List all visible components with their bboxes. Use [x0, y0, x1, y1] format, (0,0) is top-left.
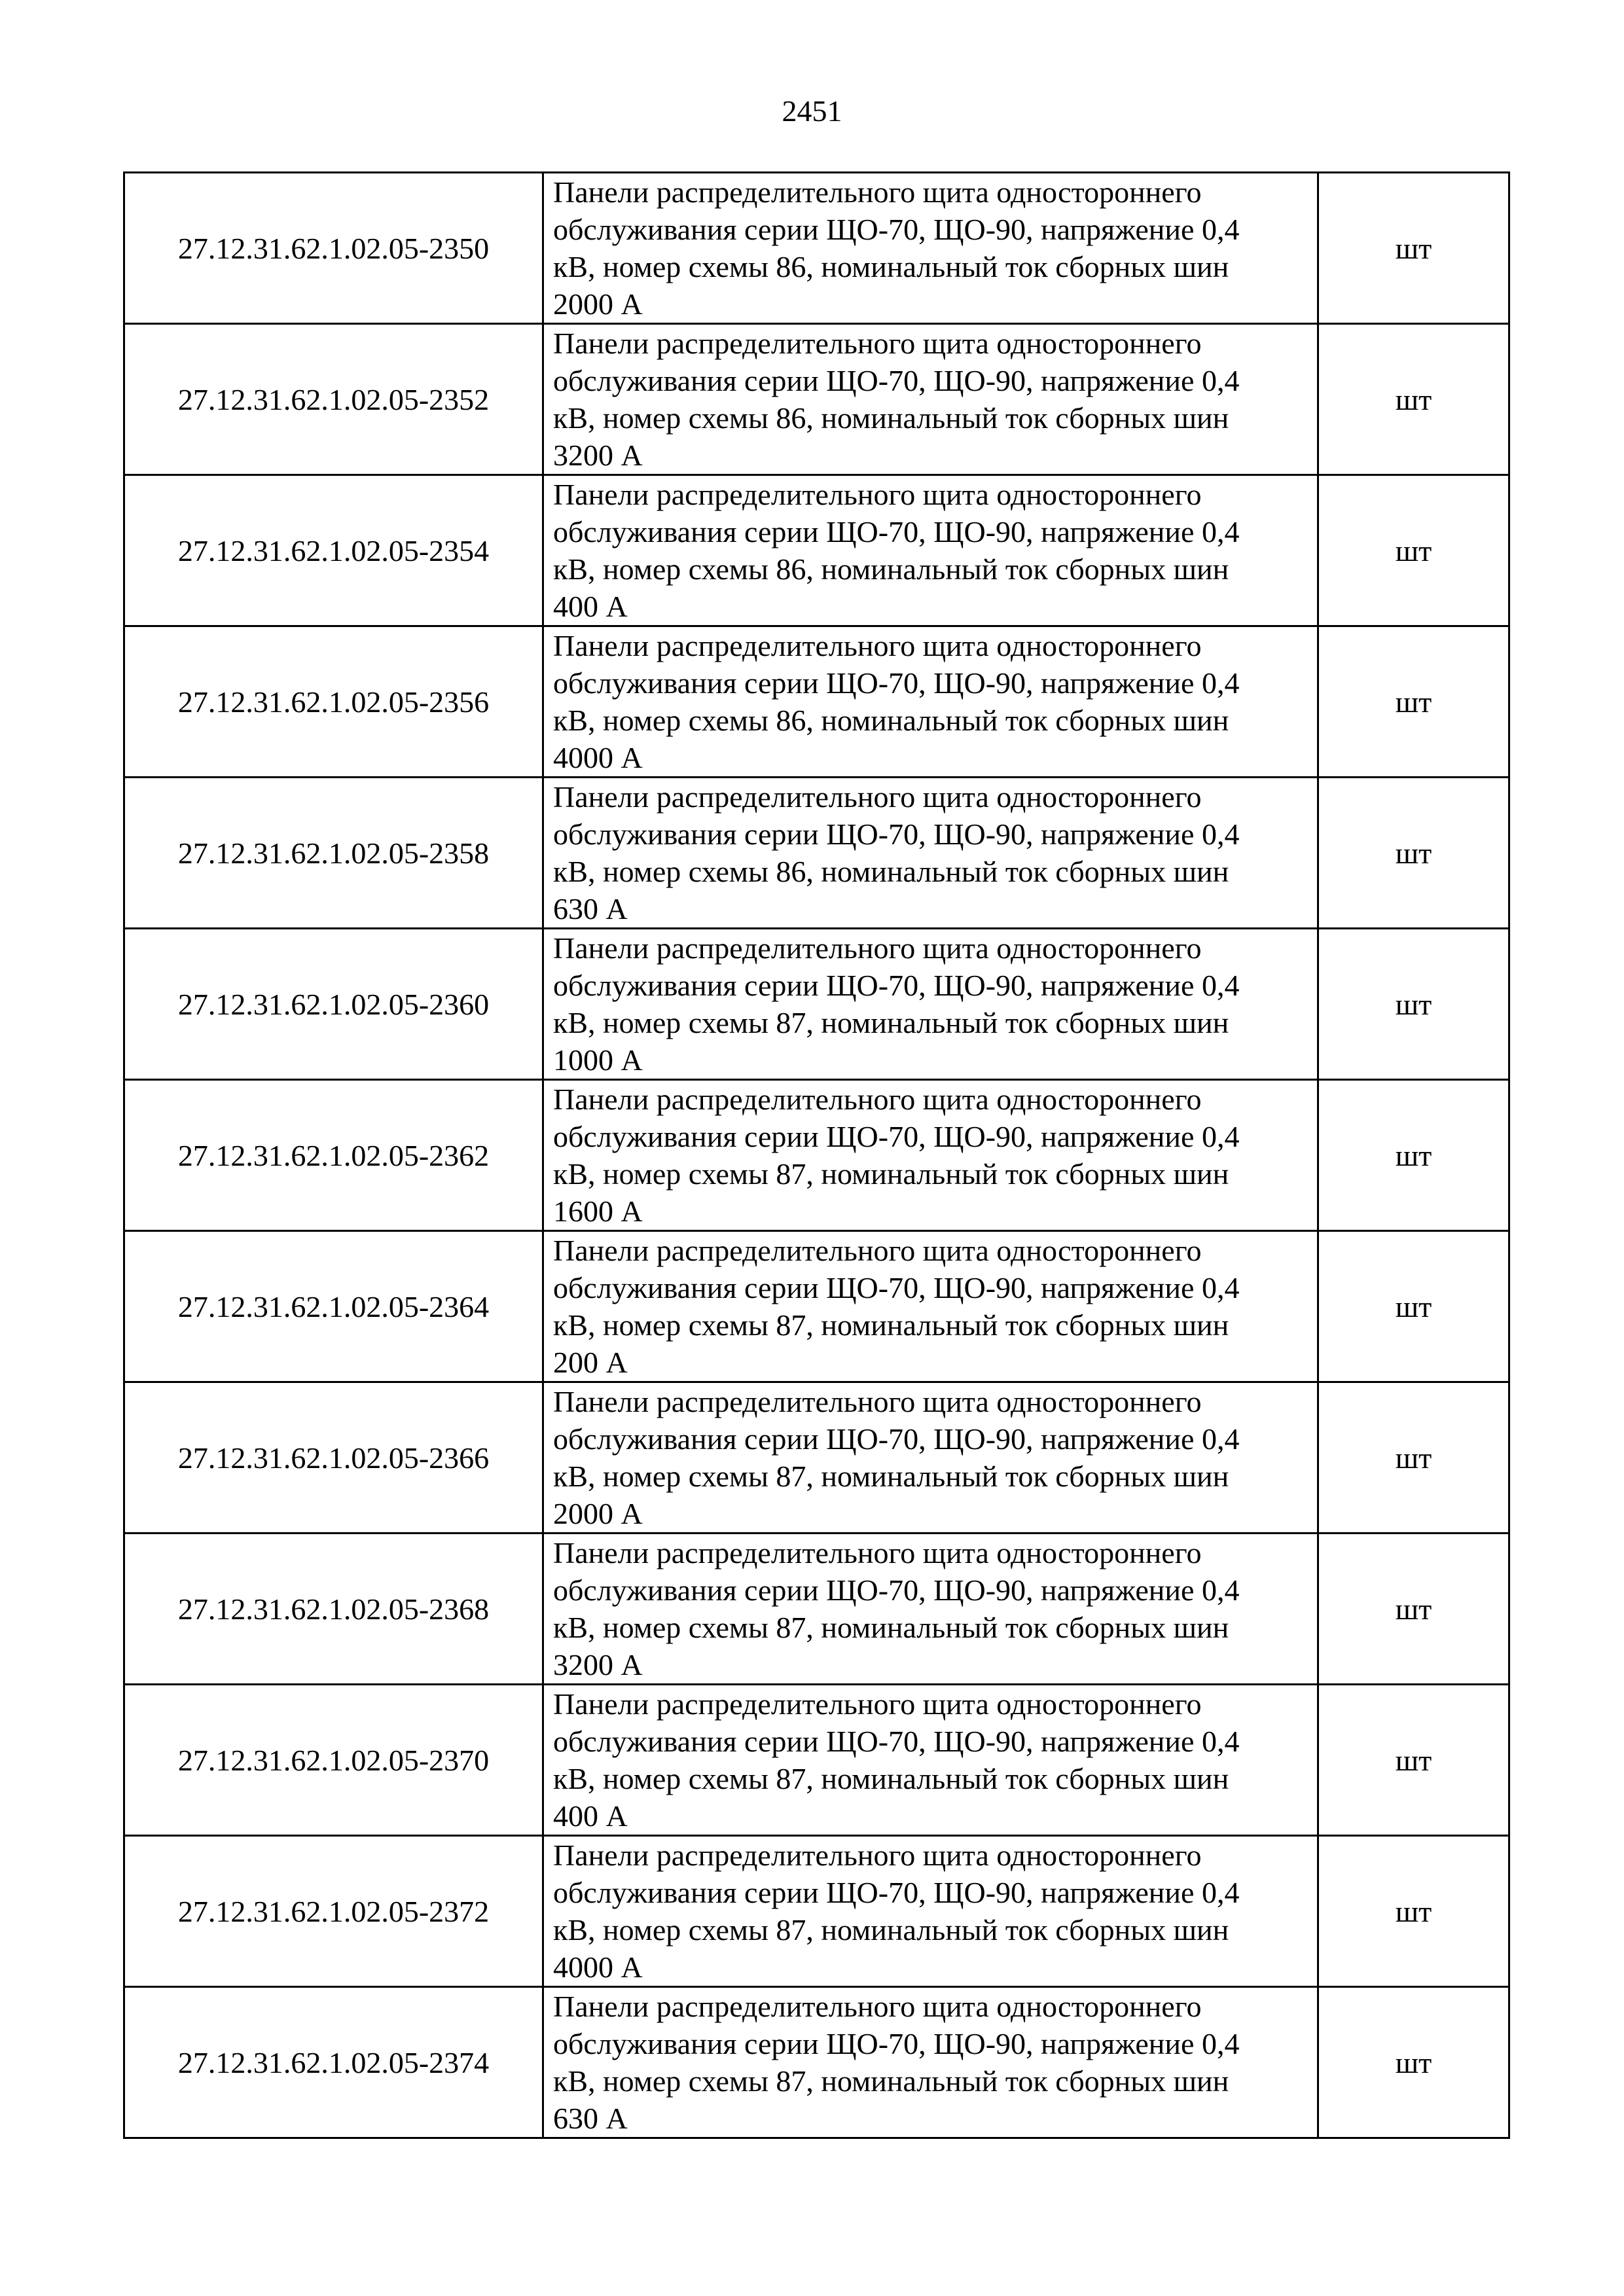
- resource-unit: шт: [1318, 626, 1509, 778]
- resource-code: 27.12.31.62.1.02.05-2362: [124, 1080, 543, 1231]
- description-line: кВ, номер схемы 87, номинальный ток сборных шин: [553, 1308, 1229, 1342]
- resource-description: [543, 1382, 1318, 1534]
- resource-unit: шт: [1318, 1534, 1509, 1685]
- table-row: [124, 324, 1509, 475]
- description-line: Панели распределительного щита одностороннего: [553, 478, 1202, 511]
- resource-description: [543, 778, 1318, 929]
- description-line: кВ, номер схемы 86, номинальный ток сборных шин: [553, 704, 1229, 737]
- resource-code: 27.12.31.62.1.02.05-2352: [124, 324, 543, 475]
- description-line: Панели распределительного щита одностороннего: [553, 175, 1202, 209]
- resource-table: [123, 171, 1510, 2139]
- resource-code: 27.12.31.62.1.02.05-2366: [124, 1382, 543, 1534]
- resource-unit: шт: [1318, 1685, 1509, 1836]
- description-line: 400 А: [553, 590, 628, 623]
- resource-description: [543, 626, 1318, 778]
- description-line: кВ, номер схемы 87, номинальный ток сборных шин: [553, 1611, 1229, 1644]
- resource-description: [543, 1534, 1318, 1685]
- description-line: кВ, номер схемы 87, номинальный ток сборных шин: [553, 2064, 1229, 2098]
- description-line: кВ, номер схемы 86, номинальный ток сборных шин: [553, 401, 1229, 435]
- table-row: [124, 1685, 1509, 1836]
- description-line: обслуживания серии ЩО-70, ЩО-90, напряжение 0,4: [553, 1271, 1240, 1304]
- description-line: обслуживания серии ЩО-70, ЩО-90, напряжение 0,4: [553, 1876, 1240, 1909]
- description-line: 2000 А: [553, 287, 643, 321]
- table-row: [124, 929, 1509, 1080]
- description-line: обслуживания серии ЩО-70, ЩО-90, напряжение 0,4: [553, 817, 1240, 851]
- resource-table-body: [124, 173, 1509, 2138]
- resource-code: 27.12.31.62.1.02.05-2364: [124, 1231, 543, 1382]
- description-line: 1000 А: [553, 1043, 643, 1077]
- resource-description: [543, 324, 1318, 475]
- resource-code: 27.12.31.62.1.02.05-2368: [124, 1534, 543, 1685]
- resource-description: [543, 475, 1318, 626]
- resource-description: [543, 1836, 1318, 1987]
- description-line: Панели распределительного щита одностороннего: [553, 1687, 1202, 1721]
- description-line: 3200 А: [553, 439, 643, 472]
- resource-code: 27.12.31.62.1.02.05-2370: [124, 1685, 543, 1836]
- description-line: кВ, номер схемы 86, номинальный ток сборных шин: [553, 855, 1229, 888]
- description-line: Панели распределительного щита одностороннего: [553, 629, 1202, 662]
- table-row: [124, 1080, 1509, 1231]
- description-line: кВ, номер схемы 87, номинальный ток сборных шин: [553, 1006, 1229, 1039]
- table-row: [124, 1231, 1509, 1382]
- table-row: [124, 1382, 1509, 1534]
- description-line: обслуживания серии ЩО-70, ЩО-90, напряжение 0,4: [553, 1573, 1240, 1607]
- resource-description: [543, 1080, 1318, 1231]
- table-row: [124, 1534, 1509, 1685]
- resource-unit: шт: [1318, 324, 1509, 475]
- description-line: 2000 А: [553, 1497, 643, 1530]
- resource-unit: шт: [1318, 173, 1509, 324]
- description-line: обслуживания серии ЩО-70, ЩО-90, напряжение 0,4: [553, 364, 1240, 397]
- description-line: 1600 А: [553, 1194, 643, 1228]
- description-line: Панели распределительного щита одностороннего: [553, 1234, 1202, 1267]
- resource-unit: шт: [1318, 1231, 1509, 1382]
- resource-code: 27.12.31.62.1.02.05-2360: [124, 929, 543, 1080]
- table-row: [124, 1987, 1509, 2138]
- resource-unit: шт: [1318, 475, 1509, 626]
- resource-code: 27.12.31.62.1.02.05-2374: [124, 1987, 543, 2138]
- resource-code: 27.12.31.62.1.02.05-2354: [124, 475, 543, 626]
- resource-unit: шт: [1318, 1080, 1509, 1231]
- description-line: Панели распределительного щита одностороннего: [553, 1990, 1202, 2023]
- description-line: 4000 А: [553, 1950, 643, 1984]
- description-line: Панели распределительного щита одностороннего: [553, 327, 1202, 360]
- description-line: Панели распределительного щита одностороннего: [553, 1839, 1202, 1872]
- description-line: Панели распределительного щита одностороннего: [553, 1536, 1202, 1570]
- description-line: 400 А: [553, 1799, 628, 1833]
- table-row: [124, 626, 1509, 778]
- description-line: обслуживания серии ЩО-70, ЩО-90, напряжение 0,4: [553, 969, 1240, 1002]
- description-line: обслуживания серии ЩО-70, ЩО-90, напряжение 0,4: [553, 213, 1240, 246]
- description-line: обслуживания серии ЩО-70, ЩО-90, напряжение 0,4: [553, 2027, 1240, 2060]
- description-line: 4000 А: [553, 741, 643, 774]
- description-line: Панели распределительного щита одностороннего: [553, 931, 1202, 965]
- description-line: Панели распределительного щита одностороннего: [553, 1385, 1202, 1418]
- description-line: Панели распределительного щита одностороннего: [553, 1083, 1202, 1116]
- resource-unit: шт: [1318, 1836, 1509, 1987]
- resource-unit: шт: [1318, 929, 1509, 1080]
- resource-description: [543, 1685, 1318, 1836]
- resource-description: [543, 173, 1318, 324]
- page-number: 2451: [782, 94, 842, 128]
- resource-code: 27.12.31.62.1.02.05-2356: [124, 626, 543, 778]
- resource-description: [543, 1987, 1318, 2138]
- description-line: обслуживания серии ЩО-70, ЩО-90, напряжение 0,4: [553, 1120, 1240, 1153]
- description-line: кВ, номер схемы 87, номинальный ток сборных шин: [553, 1460, 1229, 1493]
- resource-description: [543, 929, 1318, 1080]
- description-line: обслуживания серии ЩО-70, ЩО-90, напряжение 0,4: [553, 515, 1240, 548]
- table-row: [124, 475, 1509, 626]
- description-line: кВ, номер схемы 87, номинальный ток сборных шин: [553, 1762, 1229, 1795]
- resource-code: 27.12.31.62.1.02.05-2358: [124, 778, 543, 929]
- resource-description: [543, 1231, 1318, 1382]
- resource-code: 27.12.31.62.1.02.05-2372: [124, 1836, 543, 1987]
- resource-code: 27.12.31.62.1.02.05-2350: [124, 173, 543, 324]
- description-line: кВ, номер схемы 86, номинальный ток сборных шин: [553, 552, 1229, 586]
- description-line: обслуживания серии ЩО-70, ЩО-90, напряжение 0,4: [553, 666, 1240, 700]
- table-row: [124, 778, 1509, 929]
- description-line: обслуживания серии ЩО-70, ЩО-90, напряжение 0,4: [553, 1422, 1240, 1456]
- description-line: кВ, номер схемы 87, номинальный ток сборных шин: [553, 1913, 1229, 1946]
- description-line: 630 А: [553, 892, 628, 925]
- description-line: кВ, номер схемы 86, номинальный ток сборных шин: [553, 250, 1229, 283]
- table-row: [124, 1836, 1509, 1987]
- description-line: 630 А: [553, 2102, 628, 2135]
- resource-unit: шт: [1318, 1382, 1509, 1534]
- resource-unit: шт: [1318, 1987, 1509, 2138]
- description-line: 200 А: [553, 1346, 628, 1379]
- resource-unit: шт: [1318, 778, 1509, 929]
- description-line: кВ, номер схемы 87, номинальный ток сборных шин: [553, 1157, 1229, 1191]
- description-line: 3200 А: [553, 1648, 643, 1681]
- description-line: обслуживания серии ЩО-70, ЩО-90, напряжение 0,4: [553, 1725, 1240, 1758]
- table-row: [124, 173, 1509, 324]
- description-line: Панели распределительного щита одностороннего: [553, 780, 1202, 814]
